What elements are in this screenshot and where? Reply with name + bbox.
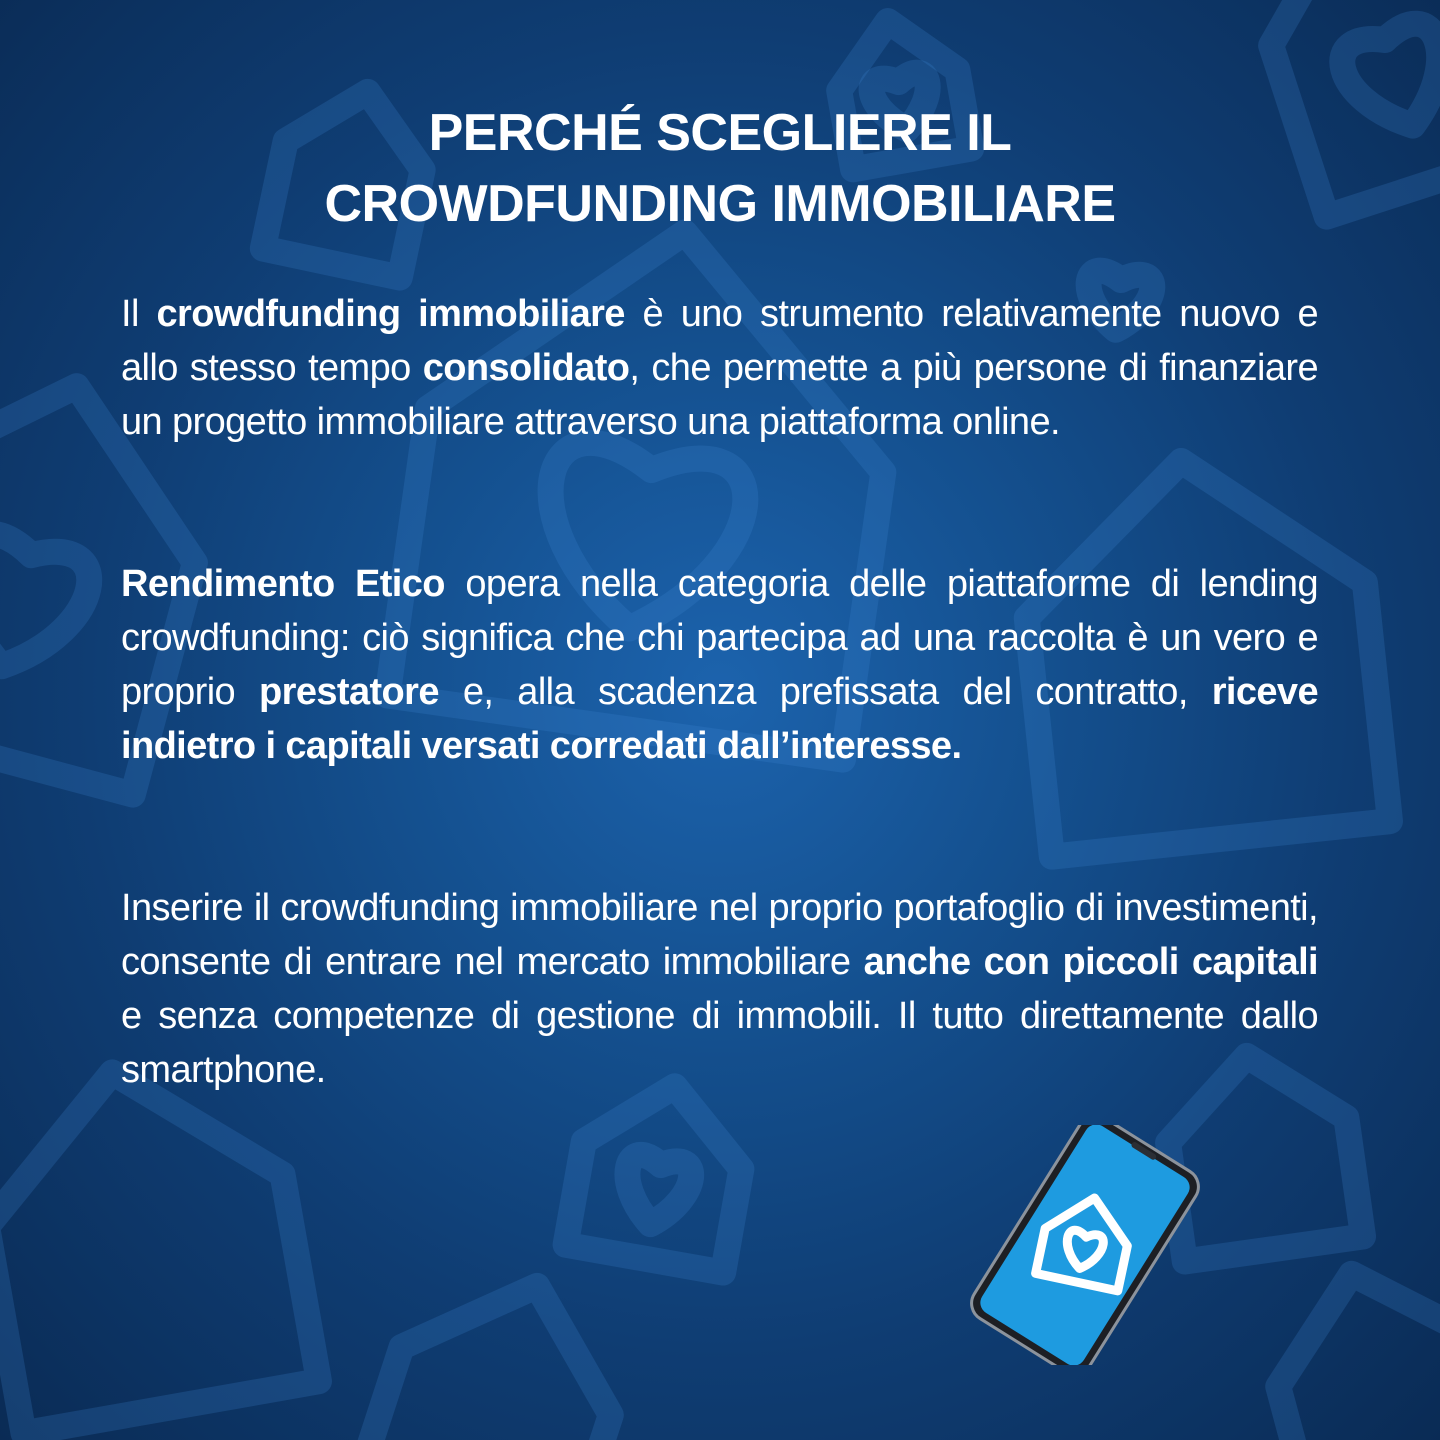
text-segment: e, alla scadenza prefissata del contratto, bbox=[438, 671, 1212, 713]
text-segment: Inserire il crowdfunding immobiliare nel proprio portafoglio di investimenti, consente di entrare nel mercato immobiliare bbox=[121, 887, 1318, 983]
smartphone-icon bbox=[940, 1125, 1230, 1365]
page-title-line-2: CROWDFUNDING IMMOBILIARE bbox=[324, 175, 1116, 233]
house-heart-outline-icon bbox=[0, 1046, 319, 1433]
house-heart-outline-icon bbox=[566, 1072, 754, 1272]
paragraph-intro bbox=[121, 287, 1318, 449]
text-segment-bold: riceve indietro i capitali versati corredati dall’interesse. bbox=[121, 671, 1318, 767]
text-segment: opera nella categoria delle piattaforme di lending crowdfunding: ciò significa che chi partecipa ad una raccolta è un vero e proprio bbox=[121, 563, 1318, 713]
text-segment-bold: prestatore bbox=[259, 671, 439, 713]
text-segment-bold: crowdfunding immobiliare bbox=[156, 293, 625, 335]
paragraph-portfolio bbox=[121, 881, 1318, 1097]
house-heart-outline-icon bbox=[355, 1252, 641, 1440]
text-segment: è uno strumento relativamente nuovo e allo stesso tempo bbox=[121, 293, 1318, 389]
paragraph-rendimento-etico bbox=[121, 557, 1318, 773]
text-segment: , che permette a più persone di finanziare un progetto immobiliare attraverso una piattaforma online. bbox=[121, 347, 1318, 443]
text-segment-bold: anche con piccoli capitali bbox=[863, 941, 1318, 983]
text-segment-bold: consolidato bbox=[422, 347, 630, 389]
house-heart-outline-icon bbox=[1255, 1248, 1440, 1440]
text-segment: e senza competenze di gestione di immobili. Il tutto direttamente dallo smartphone. bbox=[121, 995, 1318, 1091]
page-title bbox=[0, 98, 1440, 240]
text-segment-bold: Rendimento Etico bbox=[121, 563, 445, 605]
page-title-line-1: PERCHÉ SCEGLIERE IL bbox=[428, 104, 1012, 162]
text-segment: Il bbox=[121, 293, 157, 335]
